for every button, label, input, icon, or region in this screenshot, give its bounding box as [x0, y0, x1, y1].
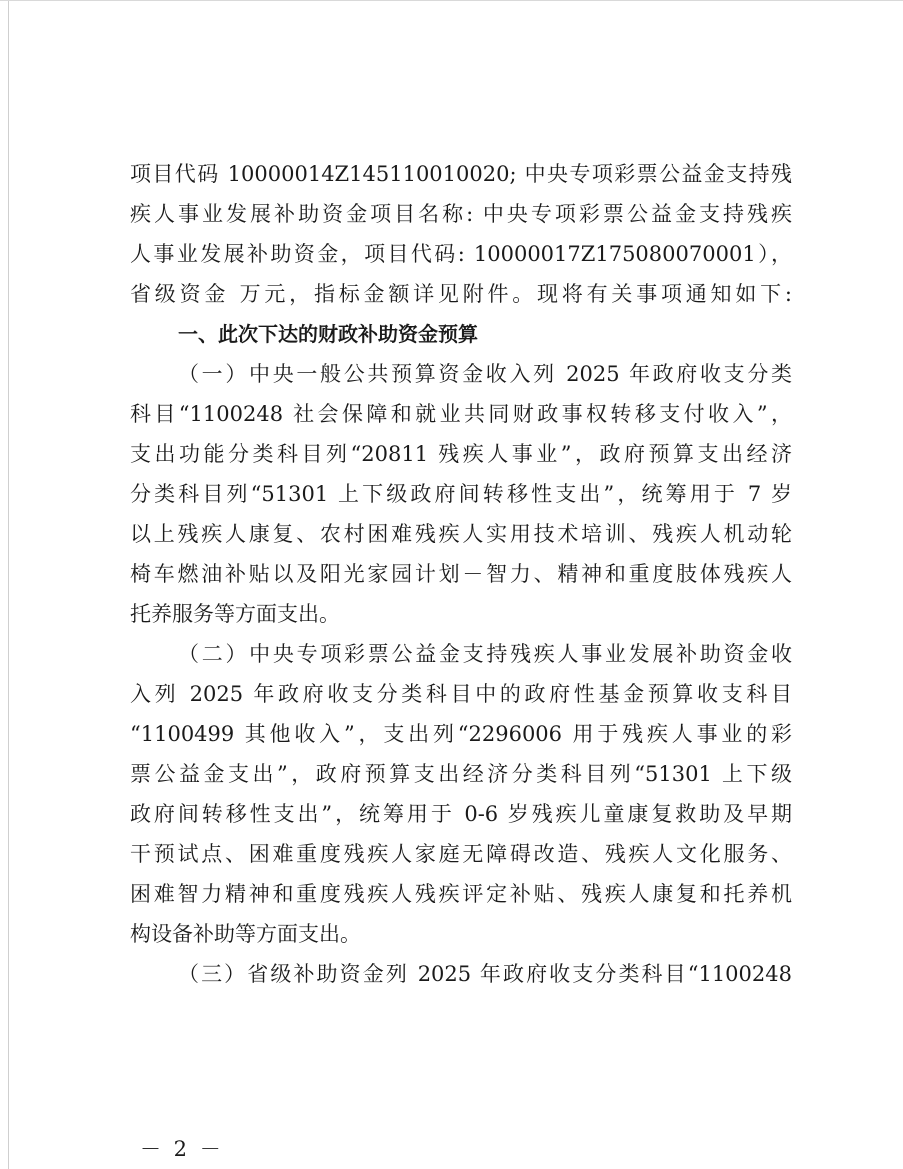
text-line: （三）省级补助资金列 2025 年政府收支分类科目“1100248 [178, 962, 792, 986]
text-line: 构设备补助等方面支出。 [130, 922, 361, 946]
text-line: 省级资金 万元，指标金额详见附件。现将有关事项通知如下: [130, 282, 792, 306]
document-body [130, 154, 792, 994]
text-line: 项目代码 10000014Z145110010020; 中央专项彩票公益金支持残 [130, 162, 792, 186]
page-top-edge [0, 0, 903, 1]
text-line: （二）中央专项彩票公益金支持残疾人事业发展补助资金收 [178, 642, 792, 666]
text-line: 票公益金支出”，政府预算支出经济分类科目列“51301 上下级 [130, 762, 792, 786]
text-line: 疾人事业发展补助资金项目名称: 中央专项彩票公益金支持残疾 [130, 202, 792, 226]
text-line: 干预试点、困难重度残疾人家庭无障碍改造、残疾人文化服务、 [130, 842, 792, 866]
text-line: 政府间转移性支出”，统筹用于 0-6 岁残疾儿童康复救助及早期 [130, 802, 792, 826]
text-line: 科目“1100248 社会保障和就业共同财政事权转移支付收入”， [130, 402, 792, 426]
text-line: 入列 2025 年政府收支分类科目中的政府性基金预算收支科目 [130, 682, 792, 706]
text-line: （一）中央一般公共预算资金收入列 2025 年政府收支分类 [178, 362, 792, 386]
text-line: 人事业发展补助资金，项目代码: 10000017Z175080070001）， [130, 242, 792, 266]
page-number: － 2 － [140, 1137, 224, 1161]
section-heading: 一、此次下达的财政补助资金预算 [178, 322, 478, 346]
text-line: 椅车燃油补贴以及阳光家园计划－智力、精神和重度肢体残疾人 [130, 562, 792, 586]
page-left-edge [8, 0, 9, 1169]
text-line: 支出功能分类科目列“20811 残疾人事业”，政府预算支出经济 [130, 442, 792, 466]
text-line: 托养服务等方面支出。 [130, 602, 340, 626]
text-line: 分类科目列“51301 上下级政府间转移性支出”，统筹用于 7 岁 [130, 482, 792, 506]
text-line: 以上残疾人康复、农村困难残疾人实用技术培训、残疾人机动轮 [130, 522, 792, 546]
text-line: “1100499 其他收入”，支出列“2296006 用于残疾人事业的彩 [130, 722, 792, 746]
text-line: 困难智力精神和重度残疾人残疾评定补贴、残疾人康复和托养机 [130, 882, 792, 906]
